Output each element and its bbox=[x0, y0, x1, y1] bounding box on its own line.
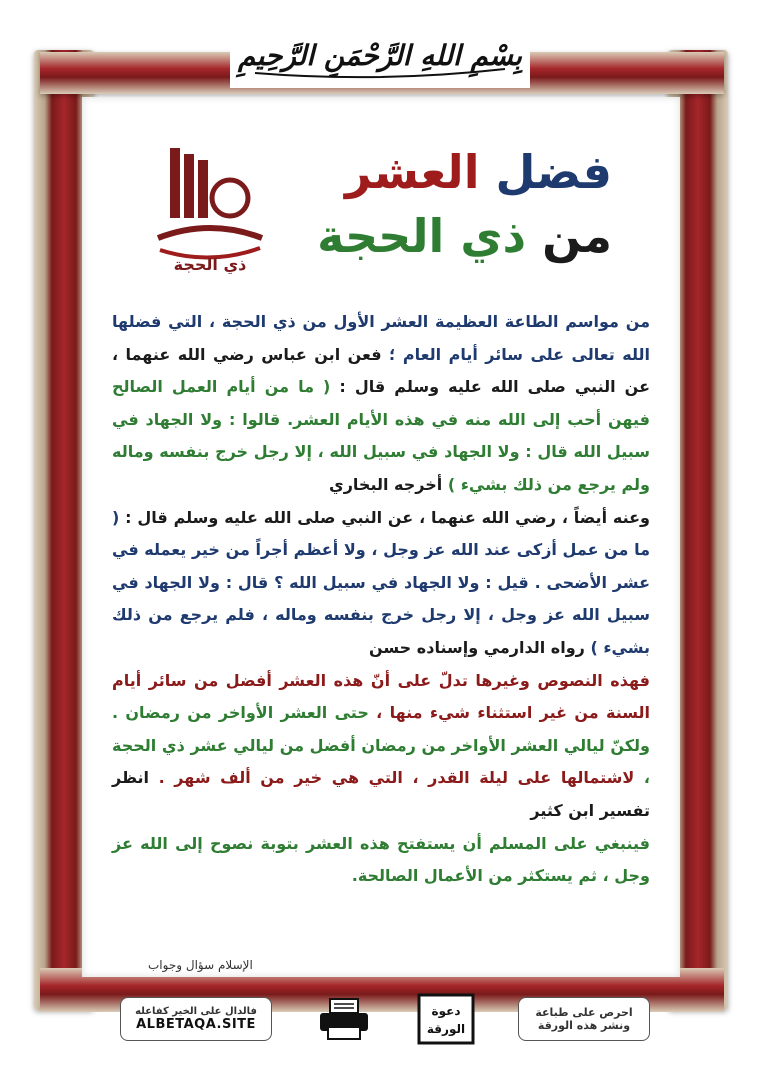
article-segment: انظر تفسير ابن كثير bbox=[112, 768, 650, 820]
title-line-1 bbox=[292, 140, 612, 204]
title-word-ashr: العشر bbox=[345, 145, 480, 199]
footer-site-box[interactable] bbox=[120, 997, 272, 1041]
emblem-text: ذي الحجة bbox=[173, 255, 247, 274]
article-segment: أخرجه البخاري bbox=[329, 474, 443, 494]
article-segment: ( ما من أيام العمل الصالح فيهن أحب إلى الله منه في هذه الأيام العشر. قالوا : ولا الجهاد في سبيل الله قال : ولا الجهاد في سبيل الله ، إلا رجل خرج بنفسه وماله ولم يرجع من ذلك بشيء ) bbox=[112, 377, 650, 494]
article-segment: من مواسم الطاعة العظيمة العشر الأول من ذي الحجة ، التي فضلها الله تعالى على سائر أيام العام ؛ bbox=[112, 312, 650, 364]
article-segment: فهذه النصوص وغيرها تدلّ على أنّ هذه العشر أفضل من سائر أيام السنة من غير استثناء شيء منها ، bbox=[112, 670, 651, 723]
title-word-fadl: فضل bbox=[495, 145, 612, 199]
article-segment: ( ما من عمل أزكى عند الله عز وجل ، ولا أعظم أجراً من خير يعمله في عشر الأضحى . قيل : ولا الجهاد في سبيل الله ؟ قال : ولا الجهاد في سبيل الله عز وجل ، إلا رجل خرج بنفسه وماله ، فلم يرجع من ذلك بشيء ) bbox=[112, 507, 650, 657]
basmala-text: بِسْمِ اللهِ الرَّحْمَنِ الرَّحِيمِ bbox=[238, 39, 522, 72]
basmala-header bbox=[230, 18, 530, 88]
footer-print-line1: احرص على طباعة bbox=[535, 1006, 633, 1019]
article-segment: فعن ابن عباس رضي الله عنهما ، عن النبي صلى الله عليه وسلم قال : bbox=[112, 344, 650, 397]
page-title bbox=[292, 140, 612, 268]
footer-site-link[interactable]: ALBETAQA.SITE bbox=[136, 1017, 256, 1032]
title-word-min: من bbox=[542, 209, 612, 263]
source-credit: الإسلام سؤال وجواب bbox=[148, 958, 253, 972]
emblem-calligraphy bbox=[140, 138, 280, 278]
svg-text:دعوة: دعوة bbox=[431, 1004, 461, 1018]
logo-icon bbox=[416, 993, 476, 1045]
footer-print-box bbox=[518, 997, 650, 1041]
footer-bar bbox=[120, 990, 650, 1048]
article-segment: لاشتمالها على ليلة القدر ، التي هي خير من ألف شهر . bbox=[149, 768, 635, 788]
basmala-calligraphy bbox=[235, 21, 525, 85]
title-line-2 bbox=[292, 204, 612, 268]
footer-tagline: فالدال على الخير كفاعله bbox=[135, 1006, 257, 1017]
footer-print-line2: ونشر هذه الورقة bbox=[537, 1019, 631, 1032]
article-segment: رواه الدارمي وإسناده حسن bbox=[369, 637, 585, 657]
title-word-dhul-hijjah: ذي الحجة bbox=[317, 209, 527, 263]
svg-text:الورقة: الورقة bbox=[426, 1022, 466, 1036]
article-segment: حتى العشر الأواخر من رمضان . ولكنّ ليالي العشر الأواخر من رمضان أفضل من ليالي عشر ذي الحجة ، bbox=[112, 703, 651, 788]
main-article bbox=[112, 306, 650, 893]
article-segment: وعنه أيضاً ، رضي الله عنهما ، عن النبي صلى الله عليه وسلم قال : bbox=[119, 507, 650, 527]
article-segment: فينبغي على المسلم أن يستفتح هذه العشر بتوبة نصوح إلى الله عز وجل ، ثم يستكثر من الأعمال الصالحة. bbox=[112, 833, 650, 886]
printer-icon bbox=[314, 995, 374, 1043]
